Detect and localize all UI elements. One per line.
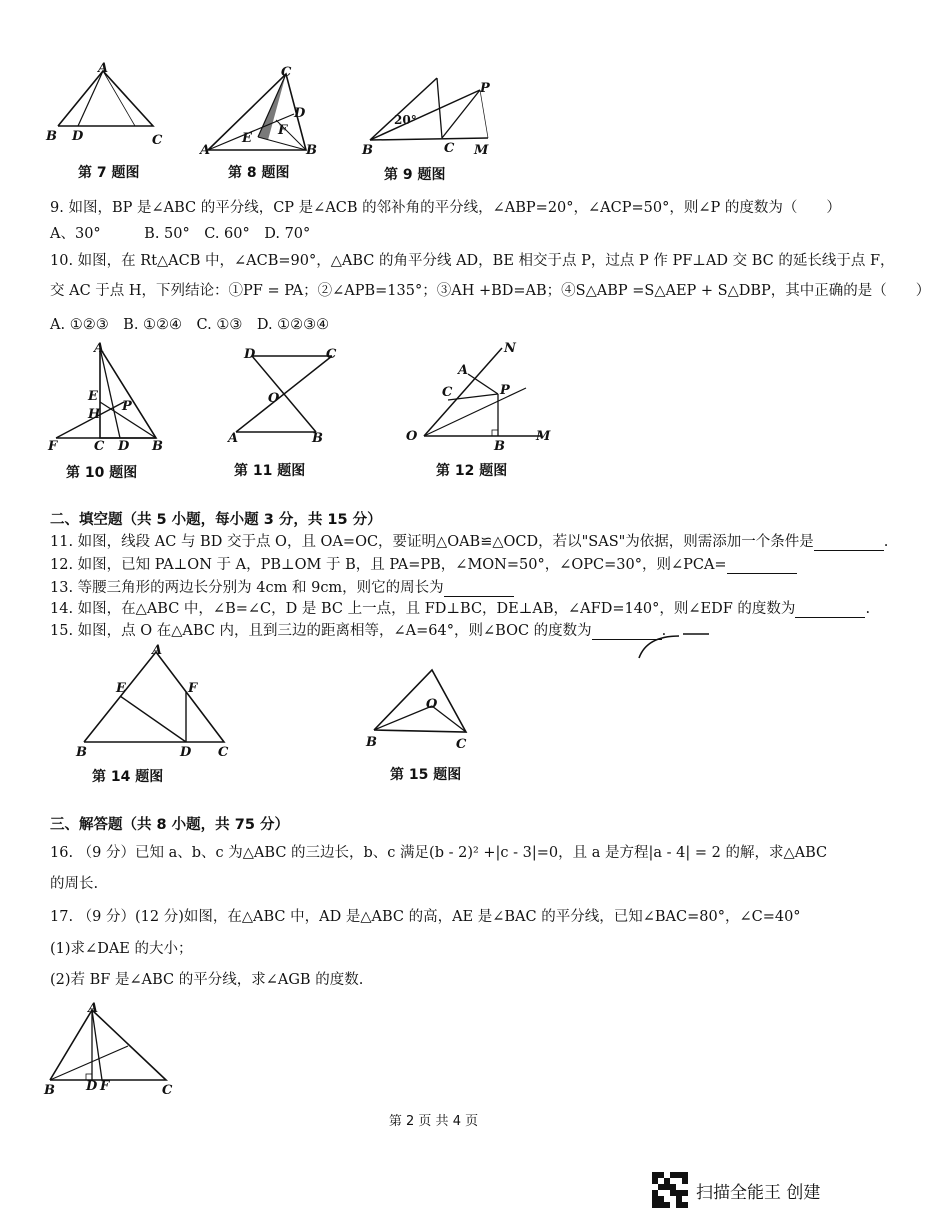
svg-text:D: D — [72, 129, 84, 144]
svg-text:M: M — [536, 429, 551, 444]
question-12-row — [50, 553, 797, 574]
scanner-watermark — [652, 1172, 820, 1208]
question-9-options: A、30° B. 50° C. 60° D. 70° — [50, 226, 311, 242]
svg-text:D: D — [180, 745, 192, 760]
figure-15-caption: 第 15 题图 — [390, 767, 462, 783]
figure-8-caption: 第 8 题图 — [228, 165, 290, 181]
svg-text:A: A — [98, 61, 109, 76]
question-11-row: 11. 如图，线段 AC 与 BD 交于点 O，且 OA=OC，要证明△OAB≌△OCD，若以"SAS"为依据，则需添加一个条件是 . — [50, 534, 889, 550]
svg-text:F: F — [48, 439, 58, 454]
question-17-line-1: 17. （9 分）(12 分)如图，在△ABC 中，AD 是△ABC 的高，AE 是∠BAC 的平分线，已知∠BAC=80°，∠C=40° — [50, 909, 801, 925]
svg-text:C: C — [326, 347, 337, 362]
pen-mark — [635, 628, 715, 668]
svg-text:E: E — [116, 681, 126, 696]
question-13-row — [50, 576, 514, 597]
svg-text:B: B — [76, 745, 87, 760]
svg-text:B: B — [306, 143, 317, 158]
svg-text:20°: 20° — [394, 113, 417, 127]
svg-text:A: A — [200, 143, 211, 158]
svg-text:C: C — [94, 439, 105, 454]
svg-text:C: C — [456, 737, 467, 752]
svg-text:O: O — [406, 429, 418, 444]
svg-text:E: E — [88, 389, 98, 404]
svg-text:P: P — [480, 81, 490, 96]
figure-12 — [402, 338, 562, 453]
figure-10 — [48, 340, 168, 455]
answer-blank-12[interactable] — [727, 557, 797, 574]
question-14-row: 14. 如图，在△ABC 中，∠B=∠C，D 是 BC 上一点，且 FD⊥BC，DE⊥AB，∠AFD=140°，则∠EDF 的度数为 . — [50, 601, 871, 617]
svg-text:F: F — [188, 681, 198, 696]
figure-12-caption: 第 12 题图 — [436, 463, 508, 479]
svg-text:B: B — [362, 143, 373, 158]
section-2-heading: 二、填空题（共 5 小题，每小题 3 分，共 15 分） — [50, 512, 382, 528]
figure-15 — [362, 660, 482, 755]
question-13-text: 13. 等腰三角形的两边长分别为 4cm 和 9cm，则它的周长为 — [50, 580, 444, 596]
answer-blank-13[interactable] — [444, 580, 514, 597]
svg-text:D: D — [118, 439, 130, 454]
page-footer: 第 2 页 共 4 页 — [388, 1114, 479, 1129]
figure-14 — [72, 640, 242, 765]
svg-text:B: B — [44, 1083, 55, 1098]
svg-text:D: D — [244, 347, 256, 362]
question-11-text: 11. 如图，线段 AC 与 BD 交于点 O，且 OA=OC，要证明△OAB≌△OCD，若以"SAS"为依据，则需添加一个条件是 — [50, 534, 814, 550]
figure-8 — [198, 62, 323, 157]
answer-blank-11[interactable] — [814, 534, 884, 551]
svg-text:C: C — [152, 133, 163, 148]
svg-text:A: A — [228, 431, 239, 446]
figure-7-caption: 第 7 题图 — [78, 165, 140, 181]
question-10-options: A. ①②③ B. ①②④ C. ①③ D. ①②③④ — [50, 317, 330, 333]
svg-text:C: C — [218, 745, 229, 760]
svg-text:B: B — [46, 129, 57, 144]
svg-text:B: B — [494, 439, 505, 454]
figure-11 — [222, 344, 352, 444]
svg-text:H: H — [88, 407, 101, 422]
watermark-text: 扫描全能王 创建 — [696, 1182, 821, 1203]
svg-text:F: F — [100, 1079, 110, 1094]
answer-blank-14[interactable] — [795, 601, 865, 618]
question-12-text: 12. 如图，已知 PA⊥ON 于 A，PB⊥OM 于 B，且 PA=PB，∠MON=50°，∠OPC=30°，则∠PCA= — [50, 557, 727, 573]
question-17-line-3: (2)若 BF 是∠ABC 的平分线，求∠AGB 的度数. — [50, 972, 364, 988]
svg-text:P: P — [500, 383, 510, 398]
figure-9 — [360, 70, 500, 160]
svg-text:C: C — [281, 65, 292, 80]
svg-text:B: B — [366, 735, 377, 750]
section-3-heading: 三、解答题（共 8 小题，共 75 分） — [50, 817, 289, 833]
svg-text:C: C — [442, 385, 453, 400]
svg-text:B: B — [312, 431, 323, 446]
question-16-line-1: 16. （9 分）已知 a、b、c 为△ABC 的三边长，b、c 满足(b - 2)² +|c - 3|=0，且 a 是方程|a - 4| = 2 的解，求△ABC — [50, 845, 828, 861]
figure-17 — [40, 1002, 180, 1102]
svg-text:D: D — [86, 1079, 98, 1094]
svg-text:A: A — [458, 363, 469, 378]
svg-text:M: M — [474, 143, 489, 158]
question-9-text: 9. 如图，BP 是∠ABC 的平分线，CP 是∠ACB 的邻补角的平分线，∠ABP=20°，∠ACP=50°，则∠P 的度数为（ ） — [50, 200, 841, 216]
qr-code-icon — [652, 1172, 688, 1208]
svg-text:N: N — [504, 341, 516, 356]
figure-10-caption: 第 10 题图 — [66, 465, 138, 481]
figure-14-caption: 第 14 题图 — [92, 769, 164, 785]
svg-text:P: P — [122, 399, 132, 414]
svg-text:A: A — [94, 341, 105, 356]
question-15-text: 15. 如图，点 O 在△ABC 内，且到三边的距离相等，∠A=64°，则∠BOC 的度数为 — [50, 623, 592, 639]
question-10-line-1: 10. 如图，在 Rt△ACB 中，∠ACB=90°，△ABC 的角平分线 AD，BE 相交于点 P，过点 P 作 PF⊥AD 交 BC 的延长线于点 F， — [50, 253, 895, 269]
svg-text:C: C — [444, 141, 455, 156]
svg-text:A: A — [88, 1001, 99, 1016]
svg-text:C: C — [162, 1083, 173, 1098]
question-14-text: 14. 如图，在△ABC 中，∠B=∠C，D 是 BC 上一点，且 FD⊥BC，DE⊥AB，∠AFD=140°，则∠EDF 的度数为 — [50, 601, 796, 617]
question-15-row: 15. 如图，点 O 在△ABC 内，且到三边的距离相等，∠A=64°，则∠BOC 的度数为 . — [50, 623, 667, 639]
svg-text:O: O — [268, 391, 280, 406]
question-16-line-2: 的周长. — [50, 876, 99, 892]
svg-text:B: B — [152, 439, 163, 454]
svg-text:F: F — [278, 123, 288, 138]
svg-text:D: D — [294, 106, 306, 121]
figure-11-caption: 第 11 题图 — [234, 463, 306, 479]
figure-9-caption: 第 9 题图 — [384, 167, 446, 183]
question-17-line-2: (1)求∠DAE 的大小； — [50, 941, 193, 957]
question-10-line-2: 交 AC 于点 H，下列结论：①PF = PA；②∠APB=135°；③AH +BD=AB；④S△ABP =S△AEP + S△DBP，其中正确的是（ ） — [50, 283, 930, 299]
svg-text:E: E — [242, 131, 252, 146]
svg-text:A: A — [152, 643, 163, 658]
svg-text:O: O — [426, 697, 438, 712]
figure-7 — [40, 58, 175, 148]
